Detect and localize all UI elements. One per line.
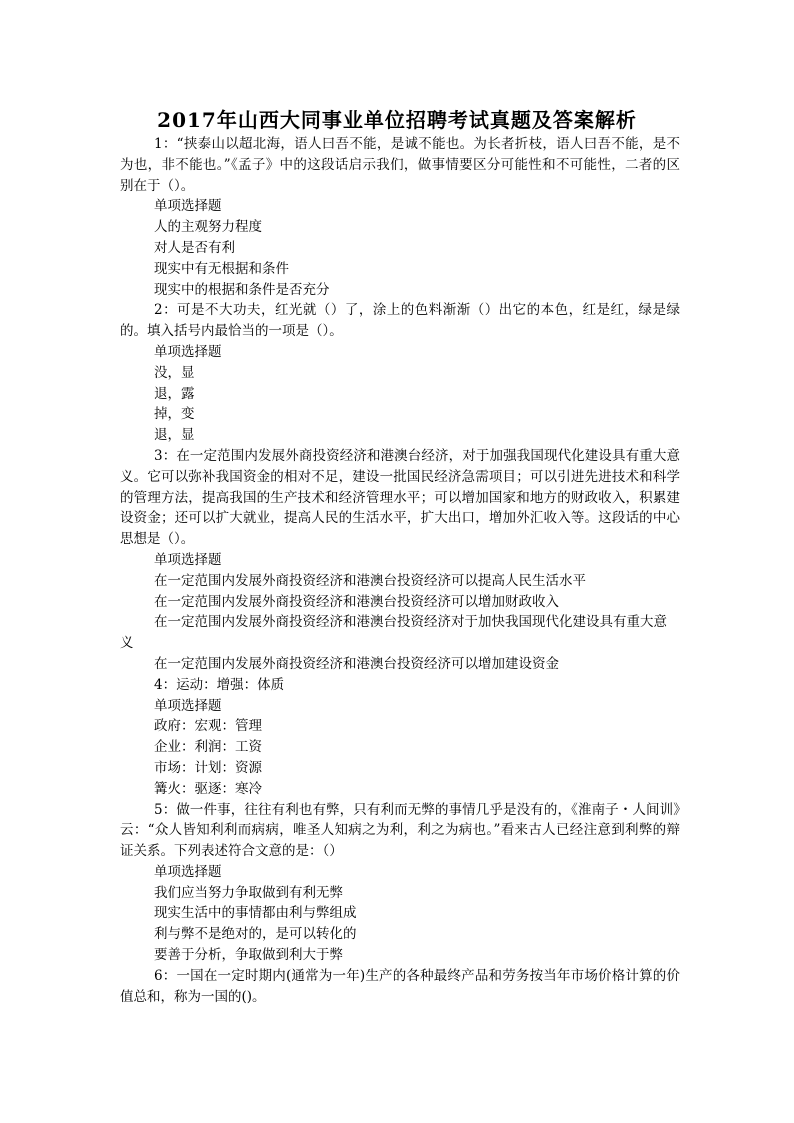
question-type: 单项选择题	[154, 343, 222, 360]
question-type: 单项选择题	[154, 551, 222, 568]
option: 在一定范围内发展外商投资经济和港澳台投资经济可以提高人民生活水平	[154, 572, 586, 589]
option: 我们应当努力争取做到有利无弊	[154, 884, 343, 901]
question-stem: 6：一国在一定时期内(通常为一年)生产的各种最终产品和劳务按当年市场价格计算的价值总和，称为一国的()。	[120, 967, 680, 1005]
page-title: 2017年山西大同事业单位招聘考试真题及答案解析	[157, 108, 637, 132]
option: 政府：宏观：管理	[154, 718, 262, 735]
question-stem: 3：在一定范围内发展外商投资经济和港澳台经济，对于加强我国现代化建设具有重大意义。它可以弥补我国资金的相对不足，建设一批国民经济急需项目；可以引进先进技术和科学的管理方法，提高我国的生产技术和经济管理水平；可以增加国家和地方的财政收入，积累建设资金；还可以扩大就业，提高人民的生活水平，扩大出口，增加外汇收入等。这段话的中心思想是（）。	[120, 447, 680, 548]
option: 在一定范围内发展外商投资经济和港澳台投资经济对于加快我国现代化建设具有重大意义	[120, 614, 667, 652]
option: 现实中有无根据和条件	[154, 260, 289, 277]
question-type: 单项选择题	[154, 198, 222, 215]
option: 市场：计划：资源	[154, 759, 262, 776]
option: 企业：利润：工资	[154, 739, 262, 756]
option: 退，显	[154, 427, 195, 444]
question-stem: 2：可是不大功夫，红光就（）了，涂上的色料渐渐（）出它的本色，红是红，绿是绿的。填入括号内最恰当的一项是（）。	[120, 302, 680, 340]
option: 退，露	[154, 385, 195, 402]
question-stem: 1：“挟泰山以超北海，语人曰吾不能，是诚不能也。为长者折枝，语人曰吾不能，是不为也，非不能也。”《孟子》中的这段话启示我们，做事情要区分可能性和不可能性，二者的区别在于（）。	[120, 136, 680, 194]
option: 要善于分析，争取做到利大于弊	[154, 947, 343, 964]
question-stem: 5：做一件事，往往有利也有弊，只有利而无弊的事情几乎是没有的，《淮南子・人间训》云：“众人皆知利利而病病，唯圣人知病之为利，利之为病也。”看来古人已经注意到利弊的辩证关系。下列表述符合文意的是：（）	[120, 801, 680, 860]
option: 现实中的根据和条件是否充分	[154, 281, 330, 298]
option: 没，显	[154, 364, 195, 381]
option: 对人是否有利	[154, 239, 235, 256]
option: 在一定范围内发展外商投资经济和港澳台投资经济可以增加建设资金	[154, 655, 559, 672]
option: 现实生活中的事情都由利与弊组成	[154, 905, 357, 922]
option: 篝火：驱逐：寒冷	[154, 780, 262, 797]
option: 利与弊不是绝对的，是可以转化的	[154, 926, 357, 943]
option: 在一定范围内发展外商投资经济和港澳台投资经济可以增加财政收入	[154, 593, 559, 610]
question-stem: 4：运动：增强：体质	[154, 676, 285, 693]
question-type: 单项选择题	[154, 697, 222, 714]
question-type: 单项选择题	[154, 863, 222, 880]
question-list	[120, 134, 680, 1007]
option: 人的主观努力程度	[154, 219, 262, 236]
option: 掉，变	[154, 406, 195, 423]
